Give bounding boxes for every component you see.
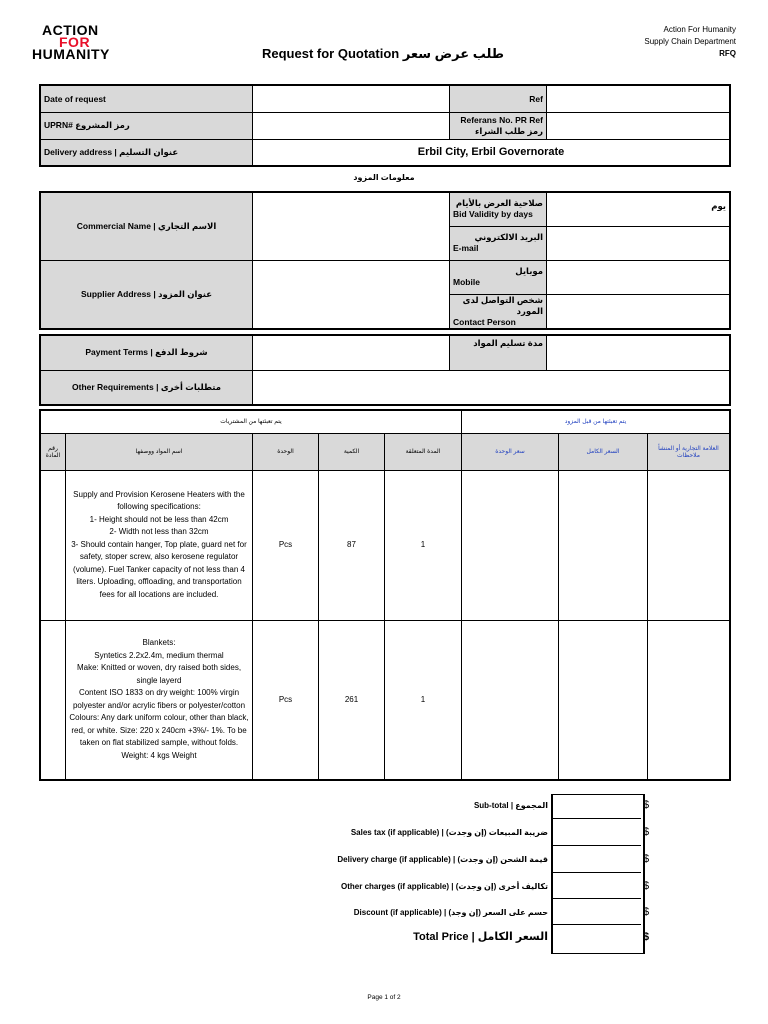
email-field[interactable]: [547, 226, 731, 260]
col-brand-notes: العلامة التجارية أو المنشأ ملاحظات: [648, 433, 731, 470]
total-currency: $: [643, 931, 650, 943]
item-brand-notes-field[interactable]: [648, 470, 731, 620]
supplier-address-field[interactable]: [253, 260, 450, 329]
item-unit: Pcs: [253, 470, 319, 620]
email-label-en: E-mail: [453, 243, 479, 253]
pr-ref-label-en: Referans No. PR Ref: [460, 114, 543, 125]
item-unit: Pcs: [253, 620, 319, 780]
delivery-address-value[interactable]: Erbil City, Erbil Governorate: [253, 139, 731, 166]
action-for-humanity-logo: [32, 24, 122, 60]
logo-line-3: HUMANITY: [32, 46, 110, 62]
email-label-ar: البريد الالكتروني: [474, 232, 543, 242]
other-requirements-field[interactable]: [253, 370, 731, 405]
contact-person-label-ar: شخص التواصل لدى المورد: [462, 294, 543, 316]
bid-validity-unit: يوم: [711, 201, 726, 211]
discount-label: Discount (if applicable) | حسم على السعر (إن وجد): [353, 908, 548, 917]
logo-line-2: FOR: [59, 34, 91, 50]
item-total-price-field[interactable]: [559, 620, 648, 780]
item-duration: 1: [385, 470, 462, 620]
pr-ref-field[interactable]: [547, 112, 731, 139]
col-unit-price: سعر الوحدة: [462, 433, 559, 470]
item-no-cell: [40, 470, 66, 620]
org-department: Supply Chain Department: [644, 37, 736, 46]
item-description: Blankets: Syntetics 2.2x2.4m, medium thermal Make: Knitted or woven, dry raised both sides, single layerd Content ISO 1833 on dry weight: 100% virgin polyester and/or acrylic fibers or polyester/cotton Colours: Any dark uniform colour, other than black, red, or white. Size: 220 x 240cm +3%/- 1%. To be taken on flat stabilized sample, without folds. Weight: 4 kgs Weight: [66, 620, 253, 780]
items-table: [39, 409, 731, 781]
bid-validity-label-en: Bid Validity by days: [453, 209, 533, 220]
col-duration: المدة المتعلقة: [385, 433, 462, 470]
date-of-request-label: Date of request: [40, 85, 253, 112]
supplier-fill-header: يتم تعبئتها من قبل المزود: [462, 410, 731, 433]
delivery-period-label: مدة تسليم المواد: [450, 335, 547, 370]
supplier-address-label: Supplier Address | عنوان المزود: [40, 260, 253, 329]
subtotal-label: Sub-total | المجموع: [473, 801, 548, 810]
subtotal-currency: $: [643, 799, 650, 811]
delivery-address-label: Delivery address | عنوان التسليم: [40, 139, 253, 166]
bid-validity-label-ar: صلاحية العرض بالأيام: [455, 198, 543, 209]
delivery-currency: $: [643, 853, 650, 865]
item-quantity: 261: [319, 620, 385, 780]
contact-person-field[interactable]: [547, 294, 731, 329]
supplier-section-title: معلومات المزود: [353, 173, 415, 182]
sales-tax-label: Sales tax (if applicable) | ضريبة المبيعات (إن وجدت): [350, 828, 548, 837]
date-of-request-field[interactable]: [253, 85, 450, 112]
col-unit: الوحدة: [253, 433, 319, 470]
item-unit-price-field[interactable]: [462, 620, 559, 780]
table-row: [40, 470, 730, 620]
other-charges-label: Other charges (if applicable) | تكاليف أخرى (إن وجدت): [341, 882, 548, 891]
procurement-fill-header: يتم تعبئتها من المشتريات: [40, 410, 462, 433]
terms-table: [39, 334, 731, 406]
col-item-no: رقم المادة: [40, 433, 66, 470]
item-duration: 1: [385, 620, 462, 780]
other-requirements-label: Other Requirements | متطلبات أخرى: [40, 370, 253, 405]
request-info-table: [39, 84, 731, 167]
table-row: [40, 620, 730, 780]
mobile-field[interactable]: [547, 260, 731, 294]
org-info: [644, 24, 736, 60]
pr-ref-label-ar: رمز طلب الشراء: [475, 125, 543, 136]
logo-line-1: ACTION: [42, 22, 99, 38]
item-unit-price-field[interactable]: [462, 470, 559, 620]
item-description: Supply and Provision Kerosene Heaters with the following specifications: 1- Height should not be less than 42cm 2- Width not less than 32cm 3- Should contain hanger, Top plate, guard net for safety, stoper screw, also kerosene regulator (volume). Fuel Tanker capacity of not less than 4 liters. Uploading, offloading, and transportation fees for all locations are included.: [66, 470, 253, 620]
page-number: Page 1 of 2: [367, 994, 401, 1001]
ref-label: Ref: [450, 85, 547, 112]
org-name: Action For Humanity: [663, 25, 736, 34]
item-quantity: 87: [319, 470, 385, 620]
item-no-cell: [40, 620, 66, 780]
payment-terms-field[interactable]: [253, 335, 450, 370]
page-title: Request for Quotation طلب عرض سعر: [262, 46, 505, 61]
delivery-period-field[interactable]: [547, 335, 731, 370]
doc-code: RFQ: [719, 49, 736, 58]
col-quantity: الكمية: [319, 433, 385, 470]
supplier-info-table: [39, 191, 731, 330]
item-total-price-field[interactable]: [559, 470, 648, 620]
total-price-label: Total Price | السعر الكامل: [413, 931, 548, 943]
discount-currency: $: [643, 906, 650, 918]
commercial-name-field[interactable]: [253, 192, 450, 260]
mobile-label-ar: موبايل: [515, 266, 543, 276]
ref-field[interactable]: [547, 85, 731, 112]
uprn-field[interactable]: [253, 112, 450, 139]
other-charges-currency: $: [643, 880, 650, 892]
uprn-label: UPRN# رمز المشروع: [40, 112, 253, 139]
item-brand-notes-field[interactable]: [648, 620, 731, 780]
mobile-label-en: Mobile: [453, 277, 480, 287]
bid-validity-field[interactable]: [547, 192, 731, 226]
payment-terms-label: Payment Terms | شروط الدفع: [40, 335, 253, 370]
delivery-charge-label: Delivery charge (if applicable) | قيمة الشحن (إن وجدت): [337, 855, 548, 864]
col-description: اسم المواد ووصفها: [66, 433, 253, 470]
col-total-price: السعر الكامل: [559, 433, 648, 470]
contact-person-label-en: Contact Person: [453, 316, 516, 327]
sales-tax-currency: $: [643, 826, 650, 838]
commercial-name-label: Commercial Name | الاسم التجاري: [40, 192, 253, 260]
